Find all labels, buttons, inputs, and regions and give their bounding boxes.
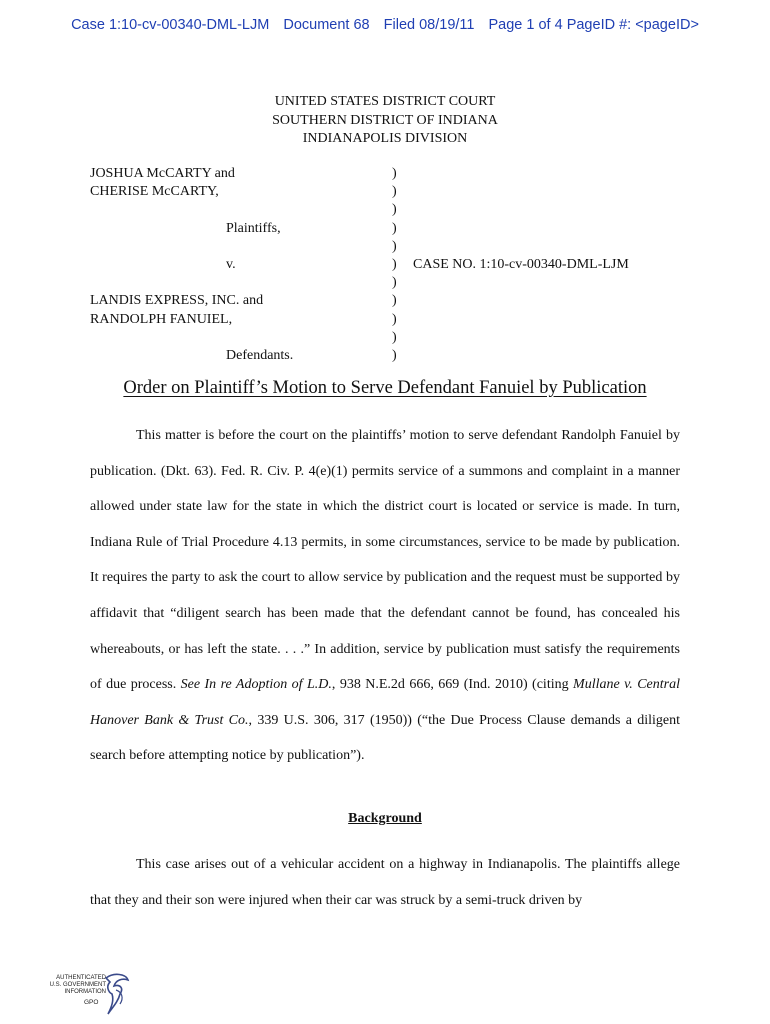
caption-paren: ) xyxy=(392,275,397,291)
background-body xyxy=(90,847,680,918)
caption-paren: ) xyxy=(392,202,397,218)
seal-line-3: INFORMATION xyxy=(64,989,106,995)
paragraph-1-text-a: This matter is before the court on the plaintiffs’ motion to serve defendant Randolph Fanuiel by publication. (Dkt. 63). Fed. R. Civ. P. 4(e)(1) permits service of a summons and complaint in a manner allowed under state law for the state in which the district court is located or service is made. In turn, Indiana Rule of Trial Procedure 4.13 permits, in some circumstances, service to be made by publication. It requires the party to ask the court to allow service by publication and the request must be supported by affidavit that “diligent search has been made that the defendant cannot be found, has concealed his whereabouts, or has left the state. . . .” In addition, service by publication must satisfy the requirements of due process. xyxy=(90,428,680,693)
court-division: INDIANAPOLIS DIVISION xyxy=(302,131,468,146)
defendant-name-1: LANDIS EXPRESS, INC. and xyxy=(90,293,264,309)
header-case-number: Case 1:10-cv-00340-DML-LJM xyxy=(71,17,270,33)
gpo-authentication-seal xyxy=(44,972,134,1016)
header-document-number: Document 68 xyxy=(283,17,370,33)
defendants-label: Defendants. xyxy=(226,347,294,363)
plaintiffs-label: Plaintiffs, xyxy=(226,220,281,236)
citation-adoption-of-ld: See In re Adoption of L.D. xyxy=(180,677,332,693)
header-page-info: Page 1 of 4 PageID #: <pageID> xyxy=(488,17,699,33)
court-name: UNITED STATES DISTRICT COURT xyxy=(274,94,496,109)
order-body xyxy=(90,418,680,774)
caption-paren: ) xyxy=(392,184,397,200)
ecf-header-stamp xyxy=(0,17,770,33)
header-filed-date: Filed 08/19/11 xyxy=(383,17,475,33)
caption-paren: ) xyxy=(392,329,397,345)
citation-mullane: Mullane v. Central Hanover Bank & Trust Co. xyxy=(90,677,680,728)
caption-paren: ) xyxy=(392,256,397,272)
caption-parties xyxy=(90,165,390,365)
seal-text xyxy=(44,975,106,996)
paragraph-1-text-c: , 339 U.S. 306, 317 (1950)) (“the Due Process Clause demands a diligent search before attempting notice by publication”). xyxy=(90,712,680,764)
seal-line-2: U.S. GOVERNMENT xyxy=(49,982,106,988)
caption-paren: ) xyxy=(392,220,397,236)
seal-line-1: AUTHENTICATED xyxy=(56,975,106,981)
paragraph-1 xyxy=(90,418,680,774)
caption-paren-column xyxy=(392,165,402,365)
background-heading: Background xyxy=(348,811,422,826)
eagle-icon xyxy=(102,972,132,1016)
plaintiff-name-1: JOSHUA McCARTY and xyxy=(90,166,235,181)
paragraph-2: This case arises out of a vehicular accident on a highway in Indianapolis. The plaintiffs allege that they and their son were injured when their car was struck by a semi-truck driven by xyxy=(90,857,680,908)
case-number: CASE NO. 1:10-cv-00340-DML-LJM xyxy=(413,257,629,272)
seal-gpo-label: GPO xyxy=(84,999,99,1006)
caption-paren: ) xyxy=(392,311,397,327)
caption-paren: ) xyxy=(392,293,397,309)
caption-paren: ) xyxy=(392,238,397,254)
caption-paren: ) xyxy=(392,347,397,363)
caption-paren: ) xyxy=(392,166,397,181)
court-heading xyxy=(0,93,770,149)
plaintiff-name-2: CHERISE McCARTY, xyxy=(90,184,219,200)
court-district: SOUTHERN DISTRICT OF INDIANA xyxy=(272,112,498,128)
defendant-name-2: RANDOLPH FANUIEL, xyxy=(90,311,233,327)
versus-label: v. xyxy=(226,256,236,272)
paragraph-1-text-b: , 938 N.E.2d 666, 669 (Ind. 2010) (citing xyxy=(331,677,574,693)
order-title: Order on Plaintiff’s Motion to Serve Defendant Fanuiel by Publication xyxy=(123,378,647,398)
